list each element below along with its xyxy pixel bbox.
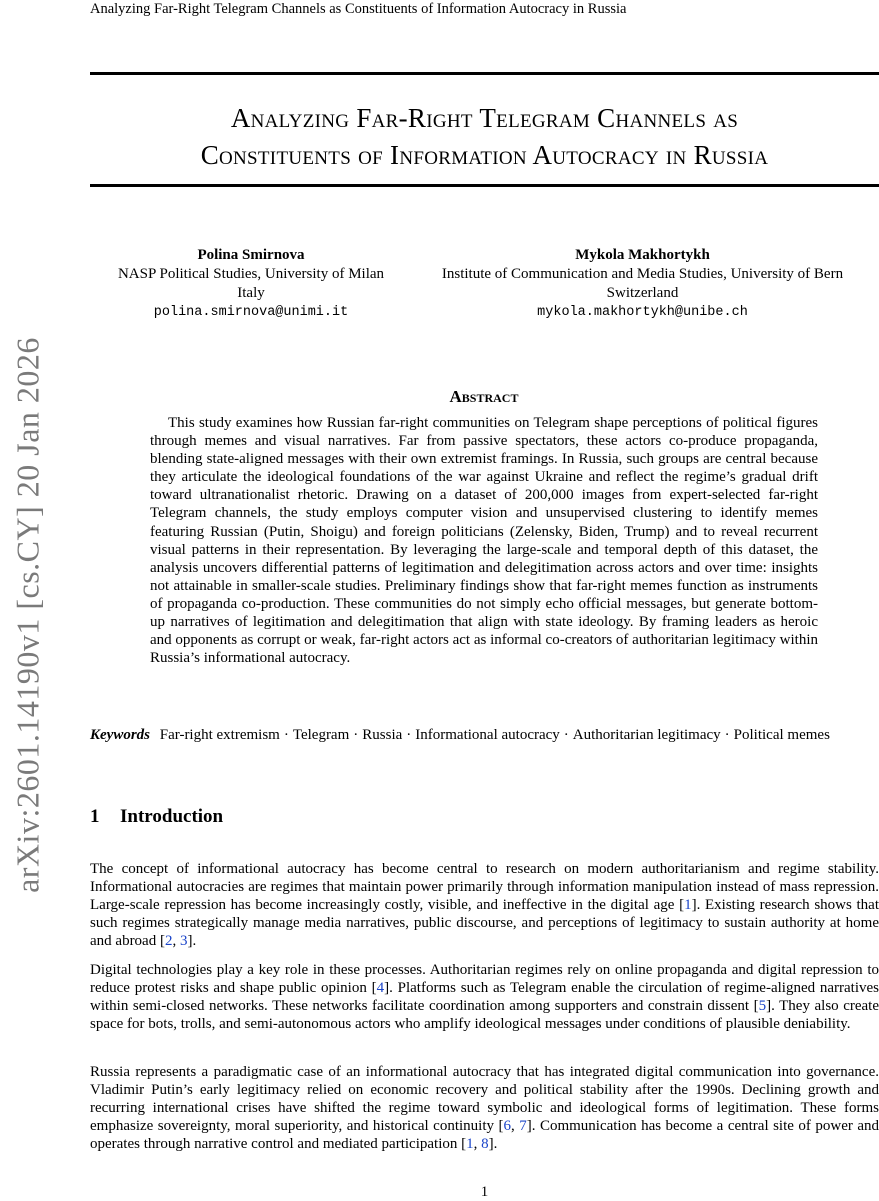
paragraph-text: ,: [510, 1118, 520, 1135]
keyword-item: Authoritarian legitimacy: [572, 727, 721, 743]
keyword-item: Russia: [362, 727, 403, 743]
keyword-item: Informational autocracy: [415, 727, 560, 743]
paragraph-text: ]. Existing research shows that such regimes strategically manage media narratives, public discourse, and perceptions of legitimacy to sustain authority at home and abroad [: [90, 897, 879, 950]
arxiv-identifier: arXiv:2601.14190v1 [cs.CY] 20 Jan 2026: [9, 337, 46, 893]
keyword-separator: ·: [563, 727, 569, 743]
author-email[interactable]: polina.smirnova@unimi.it: [153, 305, 349, 320]
citation-link[interactable]: 1: [466, 1136, 474, 1153]
section-heading: [90, 806, 223, 828]
page-number: 1: [480, 1184, 489, 1200]
paragraph-text: ,: [172, 933, 180, 950]
author-affiliation: Institute of Communication and Media Studies, University of Bern: [441, 266, 844, 282]
citation-link[interactable]: 7: [519, 1118, 527, 1135]
citation-link[interactable]: 1: [684, 897, 692, 914]
paragraph: [90, 860, 879, 950]
author-block-1: [95, 246, 407, 322]
author-country: Italy: [237, 285, 265, 301]
section-number: 1: [90, 806, 100, 827]
paragraph-text: ]. Platforms such as Telegram enable the circulation of regime-aligned narratives within semi-closed networks. These networks facilitate coordination among supporters and constrain dissent [: [90, 980, 879, 1015]
keywords: [90, 726, 879, 744]
author-block-2: [410, 246, 875, 322]
citation-link[interactable]: 8: [481, 1136, 489, 1153]
keyword-separator: ·: [283, 727, 289, 743]
author-affiliation: NASP Political Studies, University of Milan: [117, 266, 385, 282]
title-line-2: Constituents of Information Autocracy in Russia: [200, 140, 769, 170]
paragraph-text: ,: [473, 1136, 482, 1153]
paragraph-text: ].: [187, 933, 197, 950]
running-head: Analyzing Far-Right Telegram Channels as Constituents of Information Autocracy in Russia: [90, 1, 627, 17]
paragraph-text: ]. Communication has become a central site of power and operates through narrative control and mediated participation [: [90, 1118, 879, 1153]
paragraph-text: The concept of informational autocracy has become central to research on modern authoritarianism and regime stability. Informational autocracies are regimes that maintain power primarily through information manipulation instead of mass repression. Large-scale repression has become increasingly costly, visible, and ineffective in the digital age [: [90, 861, 879, 914]
keyword-item: Far-right extremism: [159, 727, 280, 743]
section-title: Introduction: [120, 806, 224, 827]
keyword-item: Political memes: [733, 727, 830, 743]
paragraph-text: ]. They also create space for bots, trolls, and semi-autonomous actors who amplify ideological messages under conditions of plausible deniability.: [90, 998, 879, 1033]
title-line-1: Analyzing Far-Right Telegram Channels as: [230, 103, 739, 133]
paragraph-text: Digital technologies play a key role in these processes. Authoritarian regimes rely on online propaganda and digital repression to reduce protest risks and shape public opinion [: [90, 962, 879, 997]
paragraph-text: ].: [488, 1136, 498, 1153]
keywords-label: Keywords: [90, 727, 150, 743]
author-country: Switzerland: [606, 285, 679, 301]
title-rule-top: [90, 72, 879, 75]
paragraph-text: Russia represents a paradigmatic case of an informational autocracy that has integrated digital communication into governance. Vladimir Putin’s early legitimacy relied on economic recovery and political stability after the 1990s. Declining growth and recurring international crises have shifted the regime toward symbolic and ideological forms of legitimation. These forms emphasize sovereignty, moral superiority, and historical continuity [: [90, 1064, 879, 1135]
keyword-item: Telegram: [292, 727, 350, 743]
keyword-separator: ·: [406, 727, 412, 743]
paper-title: [90, 100, 879, 174]
citation-link[interactable]: 4: [376, 980, 385, 997]
title-rule-bottom: [90, 184, 879, 187]
citation-link[interactable]: 3: [179, 933, 188, 950]
keyword-separator: ·: [353, 727, 359, 743]
author-name: Mykola Makhortykh: [575, 247, 710, 263]
paragraph: [90, 961, 879, 1033]
citation-link[interactable]: 6: [503, 1118, 511, 1135]
citation-link[interactable]: 2: [164, 933, 173, 950]
author-name: Polina Smirnova: [197, 247, 305, 263]
abstract-text: This study examines how Russian far-right communities on Telegram shape perceptions of political figures through memes and visual narratives. Far from passive spectators, these actors co-produce propaganda, blending state-aligned messages with their own extremist framings. In Russia, such groups are central because they articulate the ideological foundations of the war against Ukraine and reflect the regime’s gradual drift toward ultranationalist rhetoric. Drawing on a dataset of 200,000 images from expert-selected far-right Telegram channels, the study employs computer vision and unsupervised clustering to identify memes featuring Russian (Putin, Shoigu) and foreign politicians (Zelensky, Biden, Trump) and to reveal recurrent visual patterns in their representation. By leveraging the large-scale and temporal depth of this dataset, the analysis uncovers differential patterns of legitimation and delegitimation across actors and over time: insights not attainable in smaller-scale studies. Preliminary findings show that far-right memes function as instruments of propaganda co-production. These communities do not simply echo official messages, but generate bottom-up narratives of legitimation and delegitimation that align with state ideology. By framing leaders as heroic and opponents as corrupt or weak, far-right actors act as informal co-creators of authoritarian legitimacy within Russia’s informational autocracy.: [150, 415, 818, 667]
citation-link[interactable]: 5: [758, 998, 767, 1015]
keyword-separator: ·: [724, 727, 730, 743]
paragraph: [90, 1063, 879, 1153]
author-email[interactable]: mykola.makhortykh@unibe.ch: [537, 305, 748, 320]
abstract-heading: Abstract: [449, 387, 519, 406]
